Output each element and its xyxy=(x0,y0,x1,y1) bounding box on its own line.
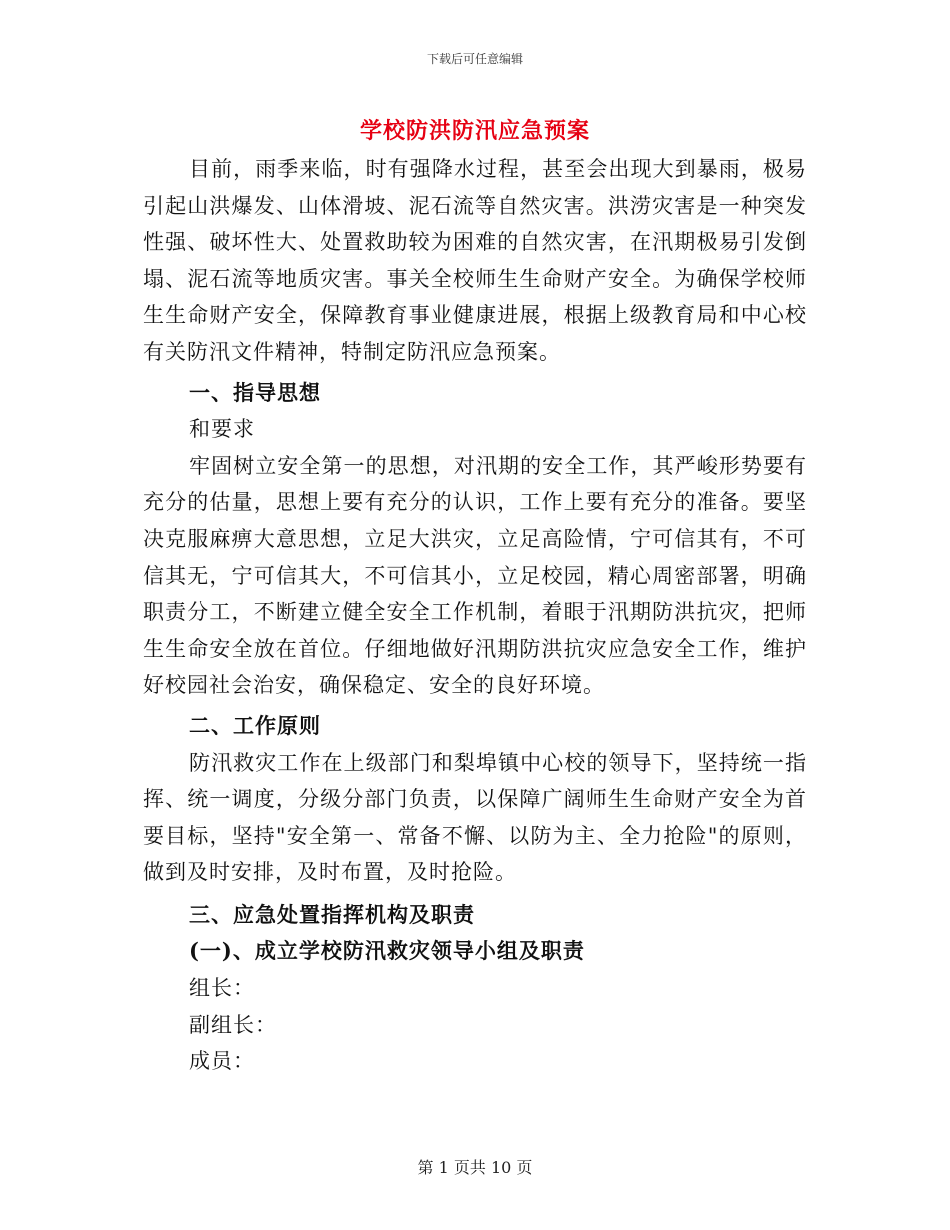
section-1-subheading: 和要求 xyxy=(189,417,255,442)
header-note: 下载后可任意编辑 xyxy=(426,52,523,66)
section-2-paragraph: 防汛救灾工作在上级部门和梨埠镇中心校的领导下，坚持统一指挥、统一调度，分级分部门负责，以保障广阔师生生命财产安全为首要目标，坚持"安全第一、常备不懈、以防为主、全力抢险"的原则，做到及时安排，及时布置，及时抢险。 xyxy=(143,750,807,885)
section-heading-3: 三、应急处置指挥机构及职责 xyxy=(189,901,475,927)
intro-paragraph: 目前，雨季来临，时有强降水过程，甚至会出现大到暴雨，极易引起山洪爆发、山体滑坡、泥石流等自然灾害。洪涝灾害是一种突发性强、破坏性大、处置救助较为困难的自然灾害，在汛期极易引发倒塌、泥石流等地质灾害。事关全校师生生命财产安全。为确保学校师生生命财产安全，保障教育事业健康进展，根据上级教育局和中心校有关防汛文件精神，特制定防汛应急预案。 xyxy=(143,157,807,364)
section-heading-2: 二、工作原则 xyxy=(189,712,321,738)
deputy-leader-line: 副组长： xyxy=(189,1012,277,1037)
document-title: 学校防洪防汛应急预案 xyxy=(359,118,590,144)
section-heading-1: 一、指导思想 xyxy=(189,379,321,405)
members-line: 成员： xyxy=(189,1049,255,1074)
leader-line: 组长： xyxy=(189,976,255,1001)
page-footer: 第 1 页共 10 页 xyxy=(417,1158,533,1177)
document-body xyxy=(143,151,807,1080)
subsection-heading-3-1: (一)、成立学校防汛救灾领导小组及职责 xyxy=(189,938,585,964)
section-1-paragraph: 牢固树立安全第一的思想，对汛期的安全工作，其严峻形势要有充分的估量，思想上要有充分的认识，工作上要有充分的准备。要坚决克服麻痹大意思想，立足大洪灾，立足高险情，宁可信其有，不可信其无，宁可信其大，不可信其小，立足校园，精心周密部署，明确职责分工，不断建立健全安全工作机制，着眼于汛期防洪抗灾，把师生生命安全放在首位。仔细地做好汛期防洪抗灾应急安全工作，维护好校园社会治安，确保稳定、安全的良好环境。 xyxy=(143,453,807,698)
